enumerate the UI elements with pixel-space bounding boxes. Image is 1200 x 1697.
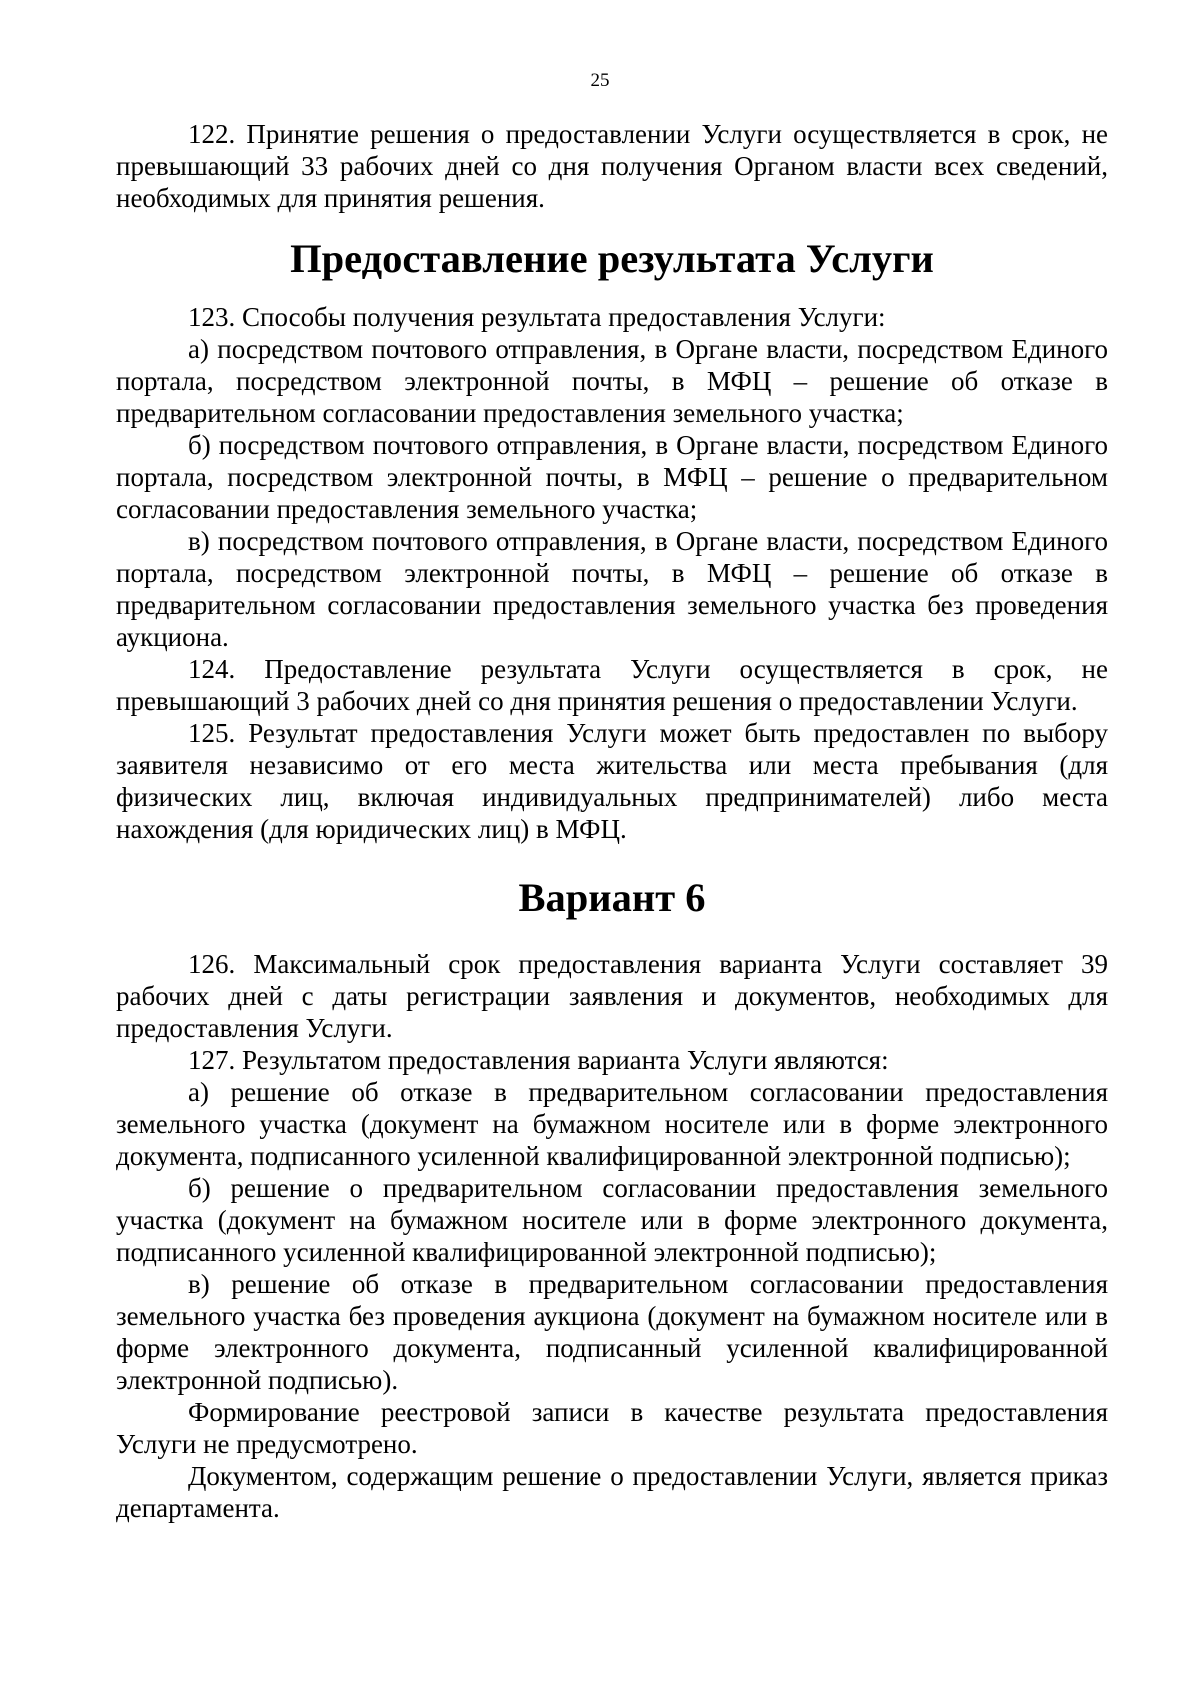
section-heading-variant-6: Вариант 6: [518, 875, 706, 920]
section-heading-result-delivery: Предоставление результата Услуги: [290, 236, 934, 281]
paragraph-127: 127. Результатом предоставления варианта Услуги являются:: [188, 1045, 889, 1075]
paragraph-127-v: в) решение об отказе в предварительном согласовании предоставления земельного участка без проведения аукциона (документ на бумажном носителе или в форме электронного документа, подписанный усиленной квалифицированной электронной подписью).: [116, 1269, 1108, 1395]
paragraph-registry-record: Формирование реестровой записи в качестве результата предоставления Услуги не предусмотрено.: [116, 1397, 1108, 1459]
paragraph-decision-document: Документом, содержащим решение о предоставлении Услуги, является приказ департамента.: [116, 1461, 1108, 1523]
paragraph-125: 125. Результат предоставления Услуги может быть предоставлен по выбору заявителя независимо от его места жительства или места пребывания (для физических лиц, включая индивидуальных предпринимателей) либо места нахождения (для юридических лиц) в МФЦ.: [116, 718, 1108, 844]
paragraph-126: 126. Максимальный срок предоставления варианта Услуги составляет 39 рабочих дней с даты регистрации заявления и документов, необходимых для предоставления Услуги.: [116, 949, 1108, 1043]
paragraph-122: 122. Принятие решения о предоставлении Услуги осуществляется в срок, не превышающий 33 рабочих дней со дня получения Органом власти всех сведений, необходимых для принятия решения.: [116, 119, 1108, 213]
paragraph-123: 123. Способы получения результата предоставления Услуги:: [188, 302, 886, 332]
document-body: [116, 118, 1108, 1524]
paragraph-127-a: а) решение об отказе в предварительном согласовании предоставления земельного участка (документ на бумажном носителе или в форме электронного документа, подписанного усиленной квалифицированной электронной подписью);: [116, 1077, 1108, 1171]
paragraph-123-v: в) посредством почтового отправления, в Органе власти, посредством Единого портала, посредством электронной почты, в МФЦ – решение об отказе в предварительном согласовании предоставления земельного участка без проведения аукциона.: [116, 526, 1108, 652]
page-number: 25: [590, 70, 610, 91]
paragraph-123-a: а) посредством почтового отправления, в Органе власти, посредством Единого портала, посредством электронной почты, в МФЦ – решение об отказе в предварительном согласовании предоставления земельного участка;: [116, 334, 1108, 428]
paragraph-124: 124. Предоставление результата Услуги осуществляется в срок, не превышающий 3 рабочих дней со дня принятия решения о предоставлении Услуги.: [116, 654, 1108, 716]
paragraph-127-b: б) решение о предварительном согласовании предоставления земельного участка (документ на бумажном носителе или в форме электронного документа, подписанного усиленной квалифицированной электронной подписью);: [116, 1173, 1108, 1267]
paragraph-123-b: б) посредством почтового отправления, в Органе власти, посредством Единого портала, посредством электронной почты, в МФЦ – решение о предварительном согласовании предоставления земельного участка;: [116, 430, 1108, 524]
